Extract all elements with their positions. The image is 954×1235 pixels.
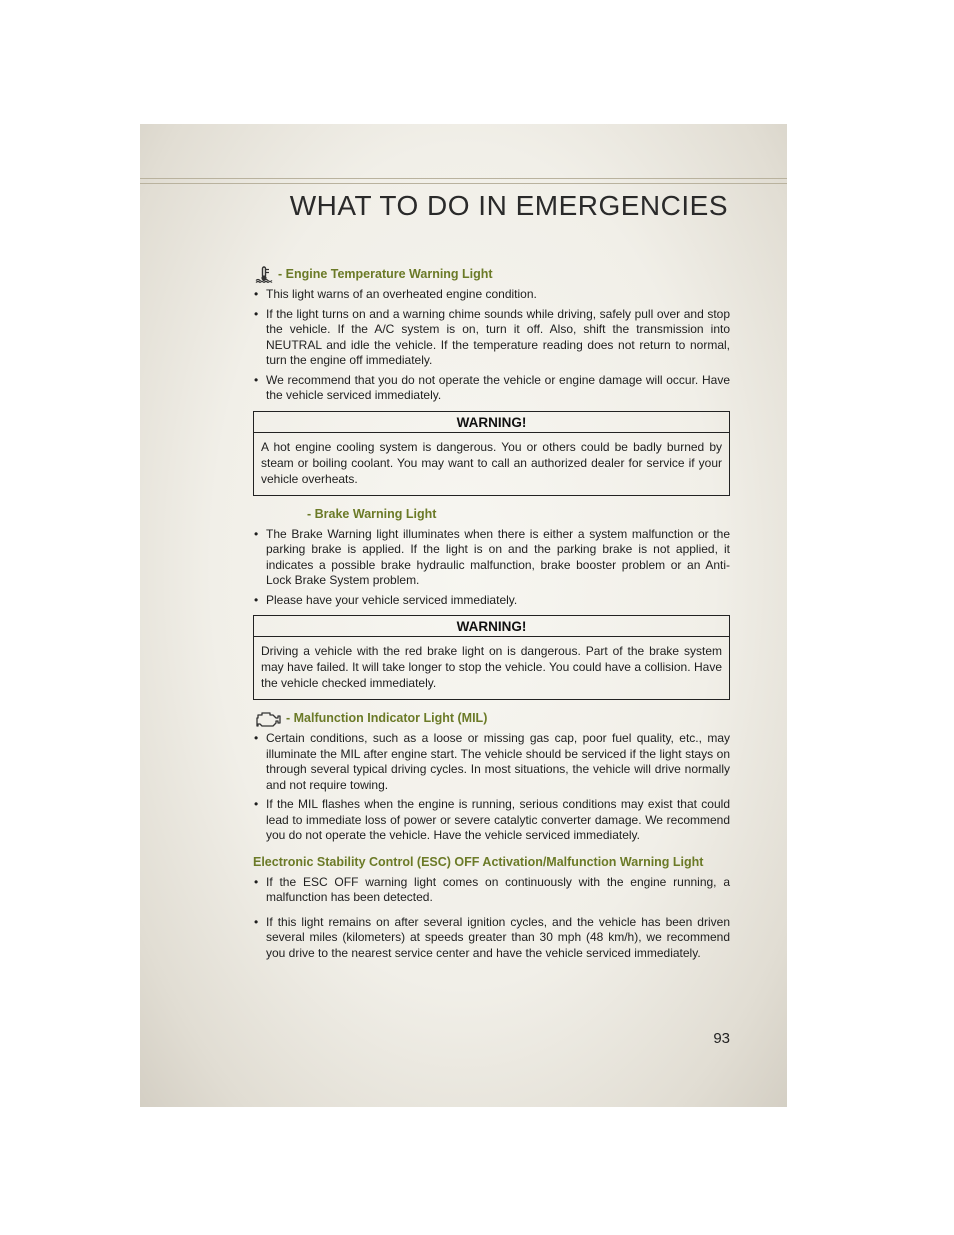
header-rule-top <box>140 178 787 179</box>
list-item: • If this light remains on after several ignition cycles, and the vehicle has been driven several miles (kilometers) at speeds greater than 30 mph (48 km/h), we recommend you drive to the nearest service center and have the vehicle serviced immediately. <box>253 915 730 962</box>
list-item: • If the light turns on and a warning chime sounds while driving, safely pull over and stop the vehicle. If the A/C system is on, turn it off. Also, shift the transmission into NEUTRAL and idle the vehicle. If the temperature reading does not return to normal, turn the engine off immediately. <box>253 307 730 369</box>
brake-heading <box>253 504 730 524</box>
page-content <box>253 264 730 965</box>
warning-text: A hot engine cooling system is dangerous. You or others could be badly burned by steam or boiling coolant. You may want to call an authorized dealer for service if your vehicle overheats. <box>261 439 722 486</box>
warning-title: WARNING! <box>254 616 729 637</box>
list-item: • Please have your vehicle serviced immediately. <box>253 593 730 609</box>
mil-heading-text: - Malfunction Indicator Light (MIL) <box>286 711 488 725</box>
check-engine-icon <box>253 709 283 727</box>
list-item: • This light warns of an overheated engine condition. <box>253 287 730 303</box>
warning-text: Driving a vehicle with the red brake light on is dangerous. Part of the brake system may have failed. It will take longer to stop the vehicle. You could have a collision. Have the vehicle checked immediately. <box>261 644 722 690</box>
page-number: 93 <box>713 1030 730 1047</box>
mil-heading <box>253 708 730 728</box>
esc-heading-text: Electronic Stability Control (ESC) OFF Activation/Malfunction Warning Light <box>253 854 704 869</box>
page-title: WHAT TO DO IN EMERGENCIES <box>289 190 728 221</box>
list-item: • If the ESC OFF warning light comes on continuously with the engine running, a malfunction has been detected. <box>253 875 730 906</box>
esc-list <box>253 875 730 962</box>
engine-temp-heading-text: - Engine Temperature Warning Light <box>278 267 493 281</box>
header-rule-bottom <box>140 183 787 184</box>
engine-temp-heading <box>253 264 730 284</box>
brake-heading-text: - Brake Warning Light <box>307 506 437 521</box>
engine-temp-list <box>253 287 730 404</box>
brake-list <box>253 527 730 609</box>
list-item: • The Brake Warning light illuminates when there is either a system malfunction or the parking brake is applied. If the light is on and the parking brake is not applied, it indicates a possible brake hydraulic malfunction, brake booster problem or an Anti-Lock Brake System problem. <box>253 527 730 589</box>
list-item: • We recommend that you do not operate the vehicle or engine damage will occur. Have the vehicle serviced immediately. <box>253 373 730 404</box>
engine-temp-warning-box <box>253 411 730 496</box>
warning-title: WARNING! <box>254 412 729 433</box>
brake-warning-box <box>253 615 730 700</box>
manual-page <box>140 124 787 1107</box>
list-item: • If the MIL flashes when the engine is running, serious conditions may exist that could lead to immediate loss of power or severe catalytic converter damage. We recommend you do not operate the vehicle. Have the vehicle serviced immediately. <box>253 797 730 844</box>
list-item: • Certain conditions, such as a loose or missing gas cap, poor fuel quality, etc., may illuminate the MIL after engine start. The vehicle should be serviced if the light stays on through several typical driving cycles. In most situations, the vehicle will drive normally and not require towing. <box>253 731 730 793</box>
mil-list <box>253 731 730 844</box>
esc-heading <box>253 852 730 872</box>
engine-temperature-icon <box>253 265 275 283</box>
